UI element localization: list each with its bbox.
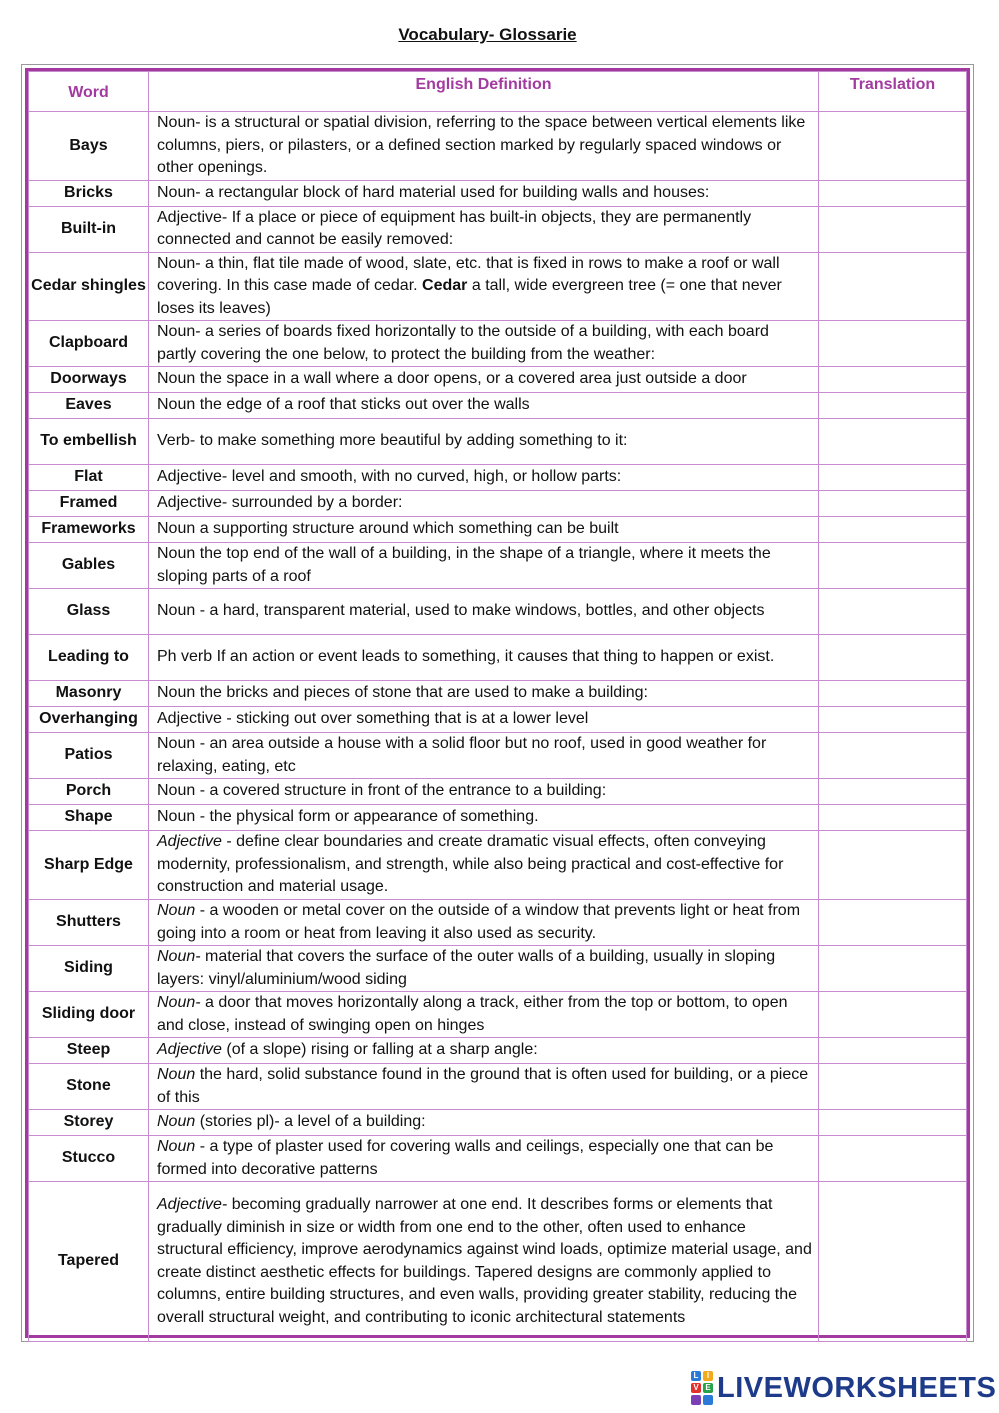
part-of-speech: Adjective	[157, 1041, 222, 1059]
translation-input-cell[interactable]	[819, 707, 967, 733]
definition-cell	[149, 419, 819, 465]
translation-input-cell[interactable]	[819, 517, 967, 543]
translation-input-cell[interactable]	[819, 321, 967, 367]
definition-text: - define clear boundaries and create dramatic visual effects, often conveying modernity, professionalism, and strength, while also being practical and cost-effective for construction and material usage.	[157, 833, 784, 896]
word-cell: To embellish	[29, 419, 149, 465]
word-cell: Framed	[29, 491, 149, 517]
translation-input-cell[interactable]	[819, 419, 967, 465]
translation-input-cell[interactable]	[819, 635, 967, 681]
header-definition: English Definition	[149, 72, 819, 112]
definition-cell	[149, 1182, 819, 1342]
definition-cell	[149, 393, 819, 419]
definition-cell	[149, 1136, 819, 1182]
translation-input-cell[interactable]	[819, 180, 967, 206]
definition-cell	[149, 180, 819, 206]
table-row	[29, 419, 967, 465]
definition-text: a door that moves horizontally along a track, either from the top or bottom, to open and close, instead of swinging open on hinges	[157, 994, 788, 1034]
table-row	[29, 707, 967, 733]
definition-cell	[149, 805, 819, 831]
definition-text: Noun the edge of a roof that sticks out over the walls	[157, 396, 530, 414]
header-translation: Translation	[819, 72, 967, 112]
table-row	[29, 393, 967, 419]
table-row	[29, 635, 967, 681]
table-row	[29, 1182, 967, 1342]
definition-text: Noun - a hard, transparent material, used to make windows, bottles, and other objects	[157, 602, 765, 620]
word-cell: Built-in	[29, 206, 149, 252]
definition-text-extra: a tall, wide evergreen tree (= one that never loses its leaves)	[157, 277, 782, 317]
definition-cell	[149, 589, 819, 635]
word-cell: Cedar shingles	[29, 252, 149, 321]
translation-input-cell[interactable]	[819, 1182, 967, 1342]
definition-text: the hard, solid substance found in the ground that is often used for building, or a piece of this	[157, 1066, 809, 1106]
table-row	[29, 1064, 967, 1110]
liveworksheets-logo	[691, 1371, 996, 1405]
definition-text: material that covers the surface of the outer walls of a building, usually in sloping layers: vinyl/aluminium/wood siding	[157, 948, 776, 988]
definition-cell	[149, 900, 819, 946]
glossary-table	[28, 71, 967, 1342]
word-cell: Leading to	[29, 635, 149, 681]
table-row	[29, 831, 967, 900]
glossary-table-border	[25, 68, 970, 1338]
translation-input-cell[interactable]	[819, 831, 967, 900]
translation-input-cell[interactable]	[819, 805, 967, 831]
part-of-speech: Noun	[157, 902, 196, 919]
word-cell: Bays	[29, 112, 149, 181]
definition-text: Noun- is a structural or spatial division, referring to the space between vertical elements like columns, piers, or pilasters, or a defined section marked by regularly spaced windows or other openings.	[157, 114, 806, 176]
word-cell: Doorways	[29, 367, 149, 393]
definition-cell	[149, 543, 819, 589]
definition-cell	[149, 992, 819, 1038]
translation-input-cell[interactable]	[819, 112, 967, 181]
page-title: Vocabulary- Glossarie	[398, 25, 577, 44]
definition-text: Noun- a thin, flat tile made of wood, slate, etc. that is fixed in rows to make a roof or wall covering. In this case made of cedar.	[157, 254, 780, 294]
definition-text: Adjective- surrounded by a border:	[157, 494, 403, 512]
word-cell: Clapboard	[29, 321, 149, 367]
translation-input-cell[interactable]	[819, 946, 967, 992]
header-row	[29, 72, 967, 112]
definition-cell	[149, 1064, 819, 1110]
word-cell: Shutters	[29, 900, 149, 946]
part-of-speech: Adjective	[157, 833, 222, 851]
definition-bold-term: Cedar	[422, 277, 468, 294]
definition-cell	[149, 779, 819, 805]
translation-input-cell[interactable]	[819, 367, 967, 393]
part-of-speech: Noun-	[157, 948, 201, 965]
table-row	[29, 681, 967, 707]
word-cell: Porch	[29, 779, 149, 805]
word-cell: Tapered	[29, 1182, 149, 1342]
definition-text: - a type of plaster used for covering walls and ceilings, especially one that can be formed into decorative patterns	[157, 1138, 774, 1178]
definition-text: Noun the bricks and pieces of stone that are used to make a building:	[157, 684, 648, 702]
part-of-speech: Noun-	[157, 994, 201, 1011]
word-cell: Eaves	[29, 393, 149, 419]
word-cell: Shape	[29, 805, 149, 831]
definition-cell	[149, 707, 819, 733]
table-row	[29, 900, 967, 946]
translation-input-cell[interactable]	[819, 589, 967, 635]
definition-cell	[149, 252, 819, 321]
definition-text: Verb- to make something more beautiful by adding something to it:	[157, 432, 628, 450]
translation-input-cell[interactable]	[819, 779, 967, 805]
definition-text: Adjective - sticking out over something that is at a lower level	[157, 710, 589, 728]
word-cell: Glass	[29, 589, 149, 635]
word-cell: Masonry	[29, 681, 149, 707]
part-of-speech: Noun	[157, 1113, 196, 1131]
part-of-speech: Noun	[157, 1066, 196, 1083]
word-cell: Frameworks	[29, 517, 149, 543]
table-row	[29, 543, 967, 589]
definition-text: becoming gradually narrower at one end. It describes forms or elements that gradually diminish in size or width from one end to the other, often used to enhance structural efficiency, improve aerodynamics against wind loads, optimize material usage, and create distinct aesthetic effects for buildings. Tapered designs are commonly applied to columns, entire building structures, and even walls, providing greater stability, reducing the overall structural weight, and contributing to iconic architectural statements	[157, 1196, 812, 1326]
table-row	[29, 733, 967, 779]
table-row	[29, 779, 967, 805]
table-row	[29, 805, 967, 831]
word-cell: Sliding door	[29, 992, 149, 1038]
word-cell: Stone	[29, 1064, 149, 1110]
word-cell: Sharp Edge	[29, 831, 149, 900]
definition-text: Noun the top end of the wall of a building, in the shape of a triangle, where it meets the sloping parts of a roof	[157, 545, 771, 585]
table-row	[29, 367, 967, 393]
definition-cell	[149, 1110, 819, 1136]
part-of-speech: Adjective-	[157, 1196, 228, 1213]
definition-text: Noun - a covered structure in front of the entrance to a building:	[157, 782, 607, 800]
translation-input-cell[interactable]	[819, 1110, 967, 1136]
definition-text: Noun the space in a wall where a door opens, or a covered area just outside a door	[157, 370, 747, 388]
translation-input-cell[interactable]	[819, 733, 967, 779]
translation-input-cell[interactable]	[819, 900, 967, 946]
word-cell: Stucco	[29, 1136, 149, 1182]
word-cell: Overhanging	[29, 707, 149, 733]
definition-cell	[149, 733, 819, 779]
word-cell: Storey	[29, 1110, 149, 1136]
definition-cell	[149, 465, 819, 491]
table-row	[29, 321, 967, 367]
translation-input-cell[interactable]	[819, 543, 967, 589]
table-row	[29, 112, 967, 181]
translation-input-cell[interactable]	[819, 1136, 967, 1182]
definition-text: Adjective- If a place or piece of equipment has built-in objects, they are permanently connected and cannot be easily removed:	[157, 208, 752, 248]
definition-text: (of a slope) rising or falling at a sharp angle:	[226, 1041, 538, 1059]
definition-text: Adjective- level and smooth, with no curved, high, or hollow parts:	[157, 468, 622, 486]
translation-input-cell[interactable]	[819, 252, 967, 321]
definition-cell	[149, 831, 819, 900]
table-row	[29, 589, 967, 635]
definition-cell	[149, 491, 819, 517]
table-row	[29, 491, 967, 517]
table-row	[29, 1136, 967, 1182]
definition-cell	[149, 635, 819, 681]
table-row	[29, 180, 967, 206]
part-of-speech: Noun	[157, 1138, 196, 1155]
definition-text: - a wooden or metal cover on the outside of a window that prevents light or heat from going into a room or heat from leaving it also used as security.	[157, 902, 801, 942]
definition-text: Noun - an area outside a house with a solid floor but no roof, used in good weather for relaxing, eating, etc	[157, 735, 767, 775]
translation-input-cell[interactable]	[819, 1064, 967, 1110]
translation-input-cell[interactable]	[819, 681, 967, 707]
table-row	[29, 1110, 967, 1136]
translation-input-cell[interactable]	[819, 393, 967, 419]
definition-text: Noun - the physical form or appearance of something.	[157, 808, 539, 826]
word-cell: Gables	[29, 543, 149, 589]
definition-cell	[149, 517, 819, 543]
header-word: Word	[29, 72, 149, 112]
liveworksheets-logo-icon: L I V E	[691, 1371, 713, 1405]
table-row	[29, 517, 967, 543]
definition-text: Noun- a series of boards fixed horizontally to the outside of a building, with each board partly covering the one below, to protect the building from the weather:	[157, 323, 769, 363]
definition-cell	[149, 946, 819, 992]
word-cell: Siding	[29, 946, 149, 992]
word-cell: Steep	[29, 1038, 149, 1064]
definition-text: Noun- a rectangular block of hard material used for building walls and houses:	[157, 183, 710, 201]
definition-text: Noun a supporting structure around which something can be built	[157, 520, 619, 538]
table-row	[29, 465, 967, 491]
translation-input-cell[interactable]	[819, 206, 967, 252]
definition-cell	[149, 321, 819, 367]
word-cell: Patios	[29, 733, 149, 779]
logo-text: LIVEWORKSHEETS	[717, 1371, 997, 1404]
table-row	[29, 1038, 967, 1064]
table-row	[29, 252, 967, 321]
translation-input-cell[interactable]	[819, 491, 967, 517]
definition-text: Ph verb If an action or event leads to something, it causes that thing to happen or exist.	[157, 648, 775, 666]
table-row	[29, 206, 967, 252]
definition-text: (stories pl)- a level of a building:	[199, 1113, 426, 1131]
definition-cell	[149, 1038, 819, 1064]
definition-cell	[149, 367, 819, 393]
definition-cell	[149, 206, 819, 252]
word-cell: Flat	[29, 465, 149, 491]
glossary-table-frame	[21, 64, 974, 1342]
translation-input-cell[interactable]	[819, 1038, 967, 1064]
table-row	[29, 946, 967, 992]
translation-input-cell[interactable]	[819, 992, 967, 1038]
table-row	[29, 992, 967, 1038]
word-cell: Bricks	[29, 180, 149, 206]
translation-input-cell[interactable]	[819, 465, 967, 491]
definition-cell	[149, 112, 819, 181]
definition-cell	[149, 681, 819, 707]
